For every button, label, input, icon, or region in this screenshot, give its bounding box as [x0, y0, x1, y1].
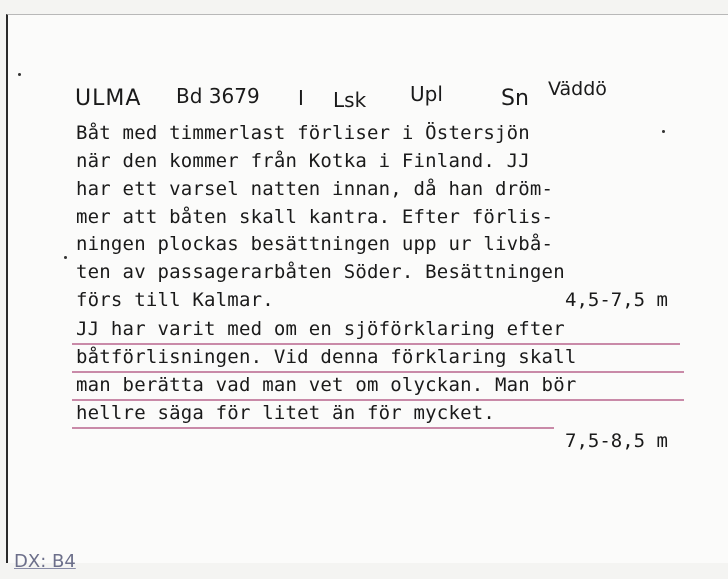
highlight-underline — [72, 427, 554, 429]
text-line: förs till Kalmar. — [76, 289, 274, 311]
text-line: har ett varsel natten innan, då han dröm- — [76, 178, 554, 200]
parish-label: Sn — [501, 86, 529, 111]
archive-code: DX: B4 — [14, 551, 76, 572]
category-code: Lsk — [333, 88, 367, 112]
province-code: Upl — [410, 82, 443, 106]
text-line: mer att båten skall kantra. Efter förlis- — [76, 206, 554, 228]
speck — [64, 256, 67, 259]
text-line: Båt med timmerlast förliser i Östersjön — [76, 122, 530, 144]
archive-title: ULMA — [75, 86, 142, 111]
highlight-underline — [72, 399, 684, 401]
volume-number: Bd 3679 — [176, 84, 260, 108]
text-line: JJ har varit med om en sjöförklaring efter — [76, 318, 565, 340]
parish-name: Väddö — [548, 78, 607, 100]
record-number: I — [298, 86, 304, 110]
text-line: båtförlisningen. Vid denna förklaring skall — [76, 346, 577, 368]
text-line: ten av passagerarbåten Söder. Besättningen — [76, 261, 565, 283]
highlight-underline — [72, 371, 684, 373]
speck — [662, 130, 665, 133]
time-range: 4,5-7,5 m — [565, 289, 668, 311]
text-line: när den kommer från Kotka i Finland. JJ — [76, 150, 530, 172]
speck — [18, 73, 21, 76]
highlight-underline — [72, 343, 680, 345]
text-line: hellre säga för litet än för mycket. — [76, 402, 496, 424]
text-line: man berätta vad man vet om olyckan. Man bör — [76, 374, 577, 396]
text-line: ningen plockas besättningen upp ur livbå- — [76, 233, 554, 255]
time-range: 7,5-8,5 m — [565, 430, 668, 452]
